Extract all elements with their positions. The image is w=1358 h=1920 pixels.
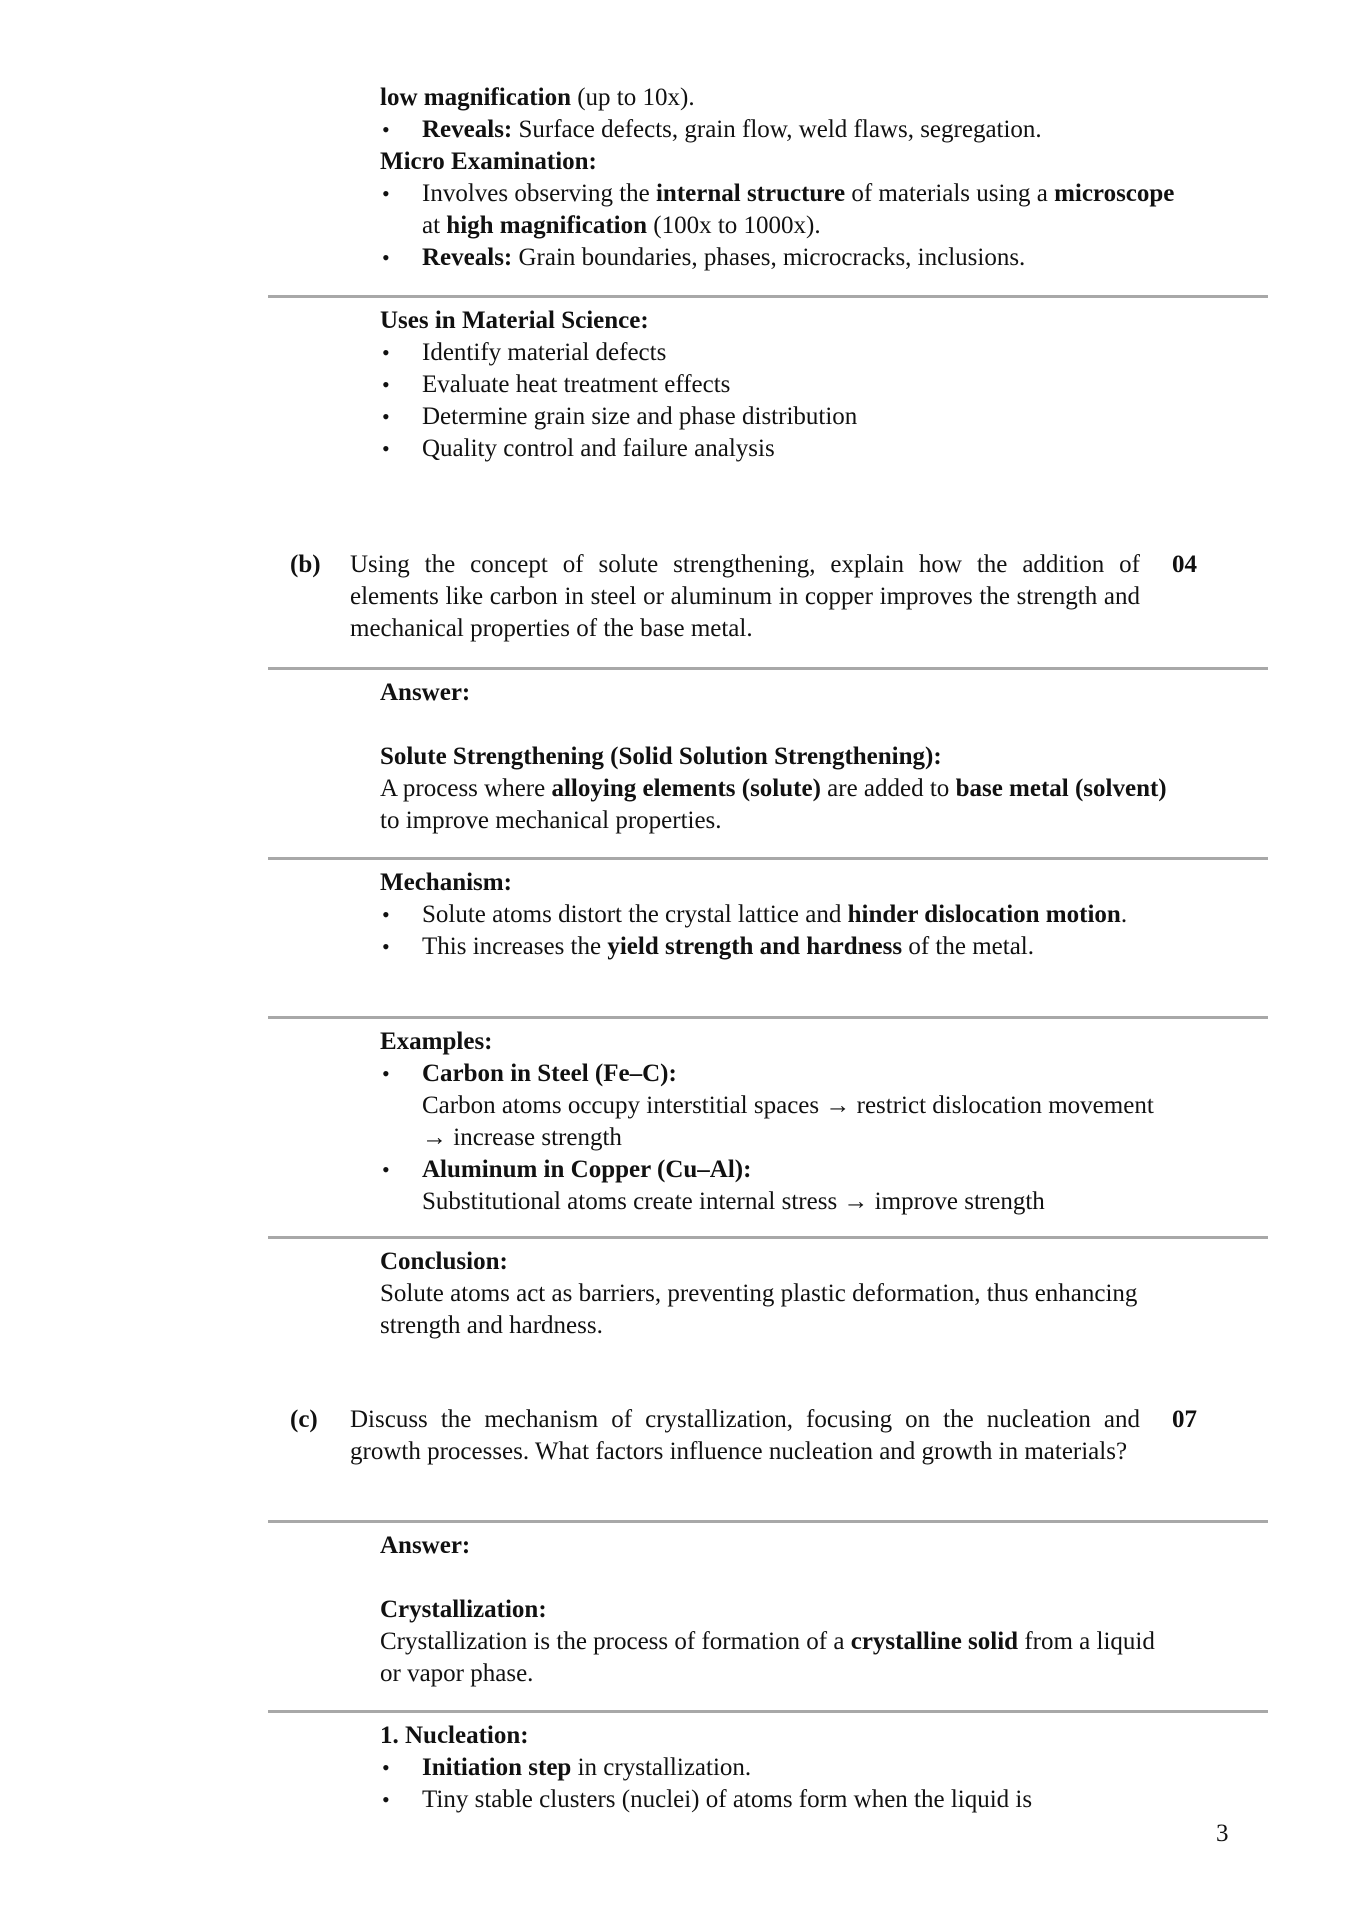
micro-bullets (380, 178, 1180, 274)
mechanism-list (380, 899, 1180, 963)
micro-heading: Micro Examination: (380, 148, 597, 175)
examples-list (380, 1058, 1180, 1218)
divider-6 (268, 1520, 1268, 1523)
question-b-marks: 04 (1172, 551, 1197, 578)
conclusion-heading: Conclusion: (380, 1248, 508, 1275)
mechanism-item: • Solute atoms distort the crystal lattice and hinder dislocation motion. (380, 899, 1180, 931)
uses-item: • Identify material defects (380, 337, 1180, 369)
solute-heading: Solute Strengthening (Solid Solution Strengthening): (380, 743, 942, 770)
question-b-label: (b) (290, 551, 321, 578)
divider-5 (268, 1236, 1268, 1239)
macro-reveals-item: • Reveals: Surface defects, grain flow, weld flaws, segregation. (380, 114, 1180, 146)
answer-b-intro (380, 677, 1180, 837)
answer-b-label: Answer: (380, 679, 471, 706)
examples-section (380, 1026, 1180, 1218)
macro-bullets (380, 114, 1180, 146)
mechanism-item: • This increases the yield strength and hardness of the metal. (380, 931, 1180, 963)
answer-c-intro (380, 1530, 1180, 1690)
divider-3 (268, 857, 1268, 860)
question-c-marks: 07 (1172, 1406, 1197, 1433)
nucleation-section (380, 1720, 1180, 1816)
answer-c-label: Answer: (380, 1532, 471, 1559)
example-carbon-steel: • Carbon in Steel (Fe–C): Carbon atoms occupy interstitial spaces → restrict dislocation movement → increase strength (380, 1058, 1180, 1154)
page-number: 3 (1216, 1820, 1229, 1847)
examples-heading: Examples: (380, 1028, 493, 1055)
nucleation-item: • Tiny stable clusters (nuclei) of atoms form when the liquid is (380, 1784, 1180, 1816)
conclusion-section (380, 1246, 1180, 1342)
uses-item: • Evaluate heat treatment effects (380, 369, 1180, 401)
nucleation-list (380, 1752, 1180, 1816)
question-c-text: Discuss the mechanism of crystallization, focusing on the nucleation and growth processes. What factors influence nucleation and growth in materials? (350, 1406, 1140, 1465)
micro-reveals-item: • Reveals: Grain boundaries, phases, microcracks, inclusions. (380, 242, 1180, 274)
solute-definition: A process where alloying elements (solute) are added to base metal (solvent) to improve mechanical properties. (380, 775, 1167, 834)
nucleation-heading: 1. Nucleation: (380, 1722, 529, 1749)
conclusion-text: Solute atoms act as barriers, preventing plastic deformation, thus enhancing strength and hardness. (380, 1280, 1138, 1339)
divider-7 (268, 1710, 1268, 1713)
uses-section (380, 305, 1180, 465)
divider-1 (268, 295, 1268, 298)
mechanism-section (380, 867, 1180, 963)
nucleation-item: • Initiation step in crystallization. (380, 1752, 1180, 1784)
divider-4 (268, 1016, 1268, 1019)
macro-continuation-line: low magnification (up to 10x). (380, 84, 695, 111)
question-b-text: Using the concept of solute strengthening, explain how the addition of elements like carbon in steel or aluminum in copper improves the strength and mechanical properties of the base metal. (350, 551, 1140, 642)
uses-list (380, 337, 1180, 465)
question-c-label: (c) (290, 1406, 318, 1433)
example-aluminum-copper: • Aluminum in Copper (Cu–Al): Substitutional atoms create internal stress → improve strength (380, 1154, 1180, 1218)
crystallization-heading: Crystallization: (380, 1596, 547, 1623)
uses-item: • Quality control and failure analysis (380, 433, 1180, 465)
micro-item-observe: • Involves observing the internal structure of materials using a microscope at high magnification (100x to 1000x). (380, 178, 1180, 242)
uses-heading: Uses in Material Science: (380, 307, 649, 334)
divider-2 (268, 667, 1268, 670)
uses-item: • Determine grain size and phase distribution (380, 401, 1180, 433)
crystallization-definition: Crystallization is the process of formation of a crystalline solid from a liquid or vapor phase. (380, 1628, 1155, 1687)
macro-micro-section (380, 82, 1180, 274)
mechanism-heading: Mechanism: (380, 869, 512, 896)
